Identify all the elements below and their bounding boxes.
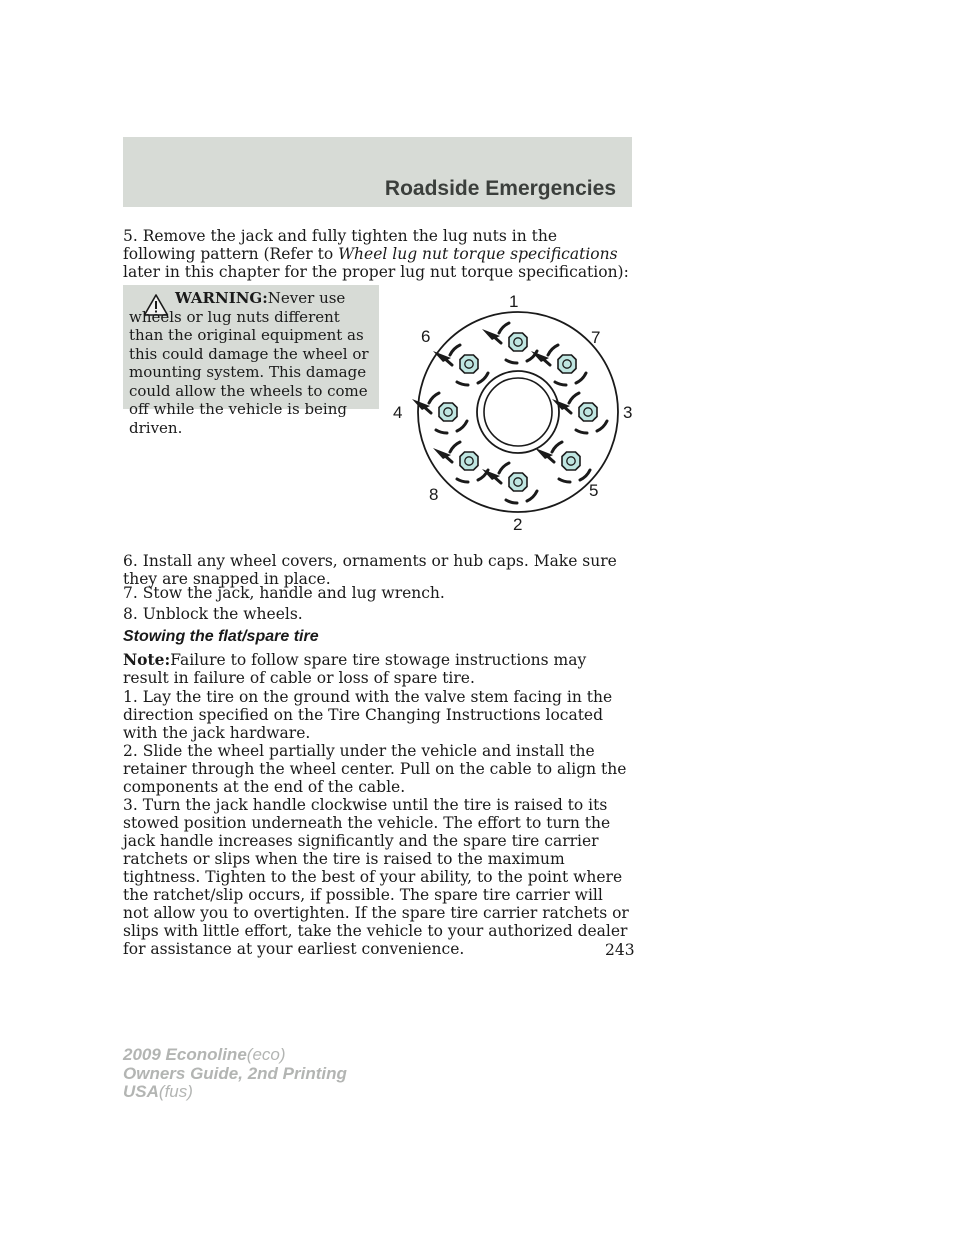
label-4: 4 xyxy=(393,403,403,422)
lug-nut-pattern-diagram xyxy=(385,280,645,540)
warning-label: WARNING: xyxy=(175,289,268,307)
torque-spec-reference: Wheel lug nut torque specifications xyxy=(338,245,618,263)
footer-market-code: (fus) xyxy=(158,1082,193,1101)
label-7: 7 xyxy=(591,328,601,347)
footer-edition-info xyxy=(123,1046,347,1102)
label-2: 2 xyxy=(513,515,523,534)
label-1: 1 xyxy=(509,292,519,311)
header-band xyxy=(123,137,632,207)
footer-model: 2009 Econoline xyxy=(123,1045,247,1064)
warning-body: Never use wheels or lug nuts different than the original equipment as this could damage the wheel or mounting system. This damage could allow the wheels to come off while the vehicle is being driven. xyxy=(129,289,369,437)
stowing-heading: Stowing the flat/spare tire xyxy=(123,628,319,645)
page-number: 243 xyxy=(605,941,635,959)
note-body: Failure to follow spare tire stowage instructions may result in failure of cable or loss of spare tire. xyxy=(123,651,587,687)
footer-line-2: Owners Guide, 2nd Printing xyxy=(123,1063,347,1083)
step-8-text: 8. Unblock the wheels. xyxy=(123,605,303,623)
footer-line-1 xyxy=(123,1046,347,1065)
stow-step-1: 1. Lay the tire on the ground with the valve stem facing in the direction specified on the Tire Changing Instructions located with the jack hardware. xyxy=(123,688,613,742)
label-3: 3 xyxy=(623,403,633,422)
stow-step-2: 2. Slide the wheel partially under the vehicle and install the retainer through the wheel center. Pull on the cable to align the components at the end of the cable. xyxy=(123,742,627,796)
note-label: Note: xyxy=(123,650,171,669)
footer-model-code: (eco) xyxy=(246,1045,286,1064)
footer-line-3 xyxy=(123,1083,347,1102)
section-title: Roadside Emergencies xyxy=(384,177,616,200)
step-5-tail: later in this chapter for the proper lug nut torque specification): xyxy=(123,263,629,281)
label-5: 5 xyxy=(589,481,599,500)
warning-box xyxy=(123,285,379,437)
stow-step-3: 3. Turn the jack handle clockwise until the tire is raised to its stowed position underneath the vehicle. The effort to turn the jack handle increases significantly and the spare tire carrier ratchets or slips when the tire is raised to the maximum tightness. Tighten to the best of your ability, to the point where the ratchet/slip occurs, if possible. The spare tire carrier will not allow you to overtighten. If the spare tire carrier ratchets or slips with little effort, take the vehicle to your authorized dealer for assistance at your earliest convenience. xyxy=(123,796,629,958)
note-text xyxy=(123,651,633,687)
footer-market: USA xyxy=(123,1082,159,1101)
warning-text xyxy=(129,289,375,437)
label-6: 6 xyxy=(421,327,431,346)
hub-inner xyxy=(484,378,552,446)
step-5-text xyxy=(123,227,633,281)
step-6-text: 6. Install any wheel covers, ornaments or hub caps. Make sure they are snapped in place. xyxy=(123,552,617,588)
step-7-text: 7. Stow the jack, handle and lug wrench. xyxy=(123,584,445,602)
step-5-intro: 5. Remove the jack and fully tighten the lug nuts in the following pattern (Refer to xyxy=(123,227,558,263)
label-8: 8 xyxy=(429,485,439,504)
